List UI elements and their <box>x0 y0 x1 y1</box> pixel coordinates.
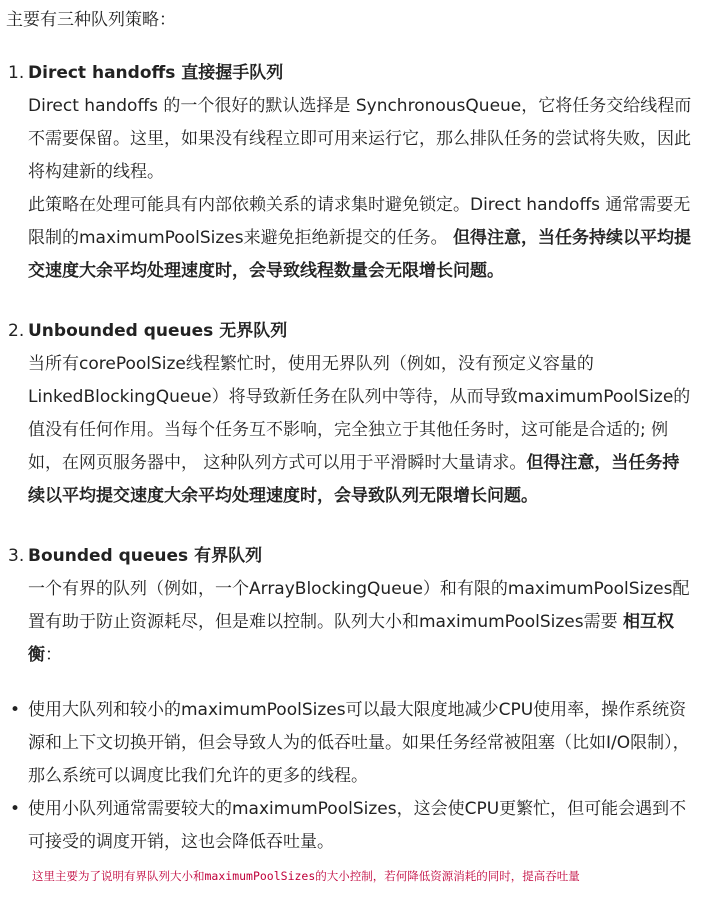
section-body <box>28 90 693 288</box>
section-text: 一个有界的队列（例如，一个ArrayBlockingQueue）和有限的maximumPoolSizes配置有助于防止资源耗尽，但是难以控制。队列大小和maximumPoolSizes需要 <box>28 579 690 632</box>
section-emphasis: 相互权衡 <box>28 612 674 665</box>
intro-text: 主要有三种队列策略： <box>6 10 176 30</box>
section-body <box>28 573 693 672</box>
section-warning: 但得注意，当任务持续以平均提交速度大余平均处理速度时，会导致队列无限增长问题。 <box>28 453 680 506</box>
section-heading <box>8 540 698 573</box>
section-title: Bounded queues 有界队列 <box>28 546 263 566</box>
section-paragraph <box>28 189 693 288</box>
section-bounded-queues <box>8 540 698 672</box>
section-warning: 但得注意，当任务持续以平均提交速度大余平均处理速度时，会导致线程数量会无限增长问题。 <box>28 228 691 281</box>
list-item-text: 使用小队列通常需要较大的maximumPoolSizes，这会使CPU更繁忙，但可能会遇到不可接受的调度开销，这也会降低吞吐量。 <box>28 799 687 852</box>
section-direct-handoffs <box>8 57 698 288</box>
bullet-marker: • <box>10 700 21 720</box>
list-item <box>8 793 693 859</box>
section-title: Direct handoffs 直接握手队列 <box>28 63 284 83</box>
section-unbounded-queues <box>8 315 698 513</box>
bullet-list <box>8 694 698 859</box>
bullet-marker: • <box>10 799 21 819</box>
section-heading <box>8 57 698 90</box>
annotation-note: 这里主要为了说明有界队列大小和maximumPoolSizes的大小控制，若何降低资源消耗的同时，提高吞吐量 <box>32 869 580 883</box>
section-paragraph: Direct handoffs 的一个很好的默认选择是 SynchronousQueue，它将任务交给线程而不需要保留。这里，如果没有线程立即可用来运行它，那么排队任务的尝试将失败，因此将构建新的线程。 <box>28 96 692 182</box>
section-text-tail: ： <box>45 645 62 665</box>
section-number: 3. <box>8 546 25 566</box>
section-number: 1. <box>8 63 25 83</box>
section-text: 当所有corePoolSize线程繁忙时，使用无界队列（例如，没有预定义容量的LinkedBlockingQueue）将导致新任务在队列中等待，从而导致maximumPoolSize的值没有任何作用。当每个任务互不影响，完全独立于其他任务时，这可能是合适的; 例如，在网页服务器中， 这种队列方式可以用于平滑瞬时大量请求。 <box>28 354 691 473</box>
list-item-text: 使用大队列和较小的maximumPoolSizes可以最大限度地减少CPU使用率，操作系统资源和上下文切换开销，但会导致人为的低吞吐量。如果任务经常被阻塞（比如I/O限制），那么系统可以调度比我们允许的更多的线程。 <box>28 700 690 786</box>
section-body <box>28 348 693 513</box>
section-title: Unbounded queues 无界队列 <box>28 321 288 341</box>
list-item <box>8 694 693 793</box>
section-text: 此策略在处理可能具有内部依赖关系的请求集时避免锁定。Direct handoffs 通常需要无限制的maximumPoolSizes来避免拒绝新提交的任务。 <box>28 195 691 248</box>
section-heading <box>8 315 698 348</box>
section-number: 2. <box>8 321 25 341</box>
